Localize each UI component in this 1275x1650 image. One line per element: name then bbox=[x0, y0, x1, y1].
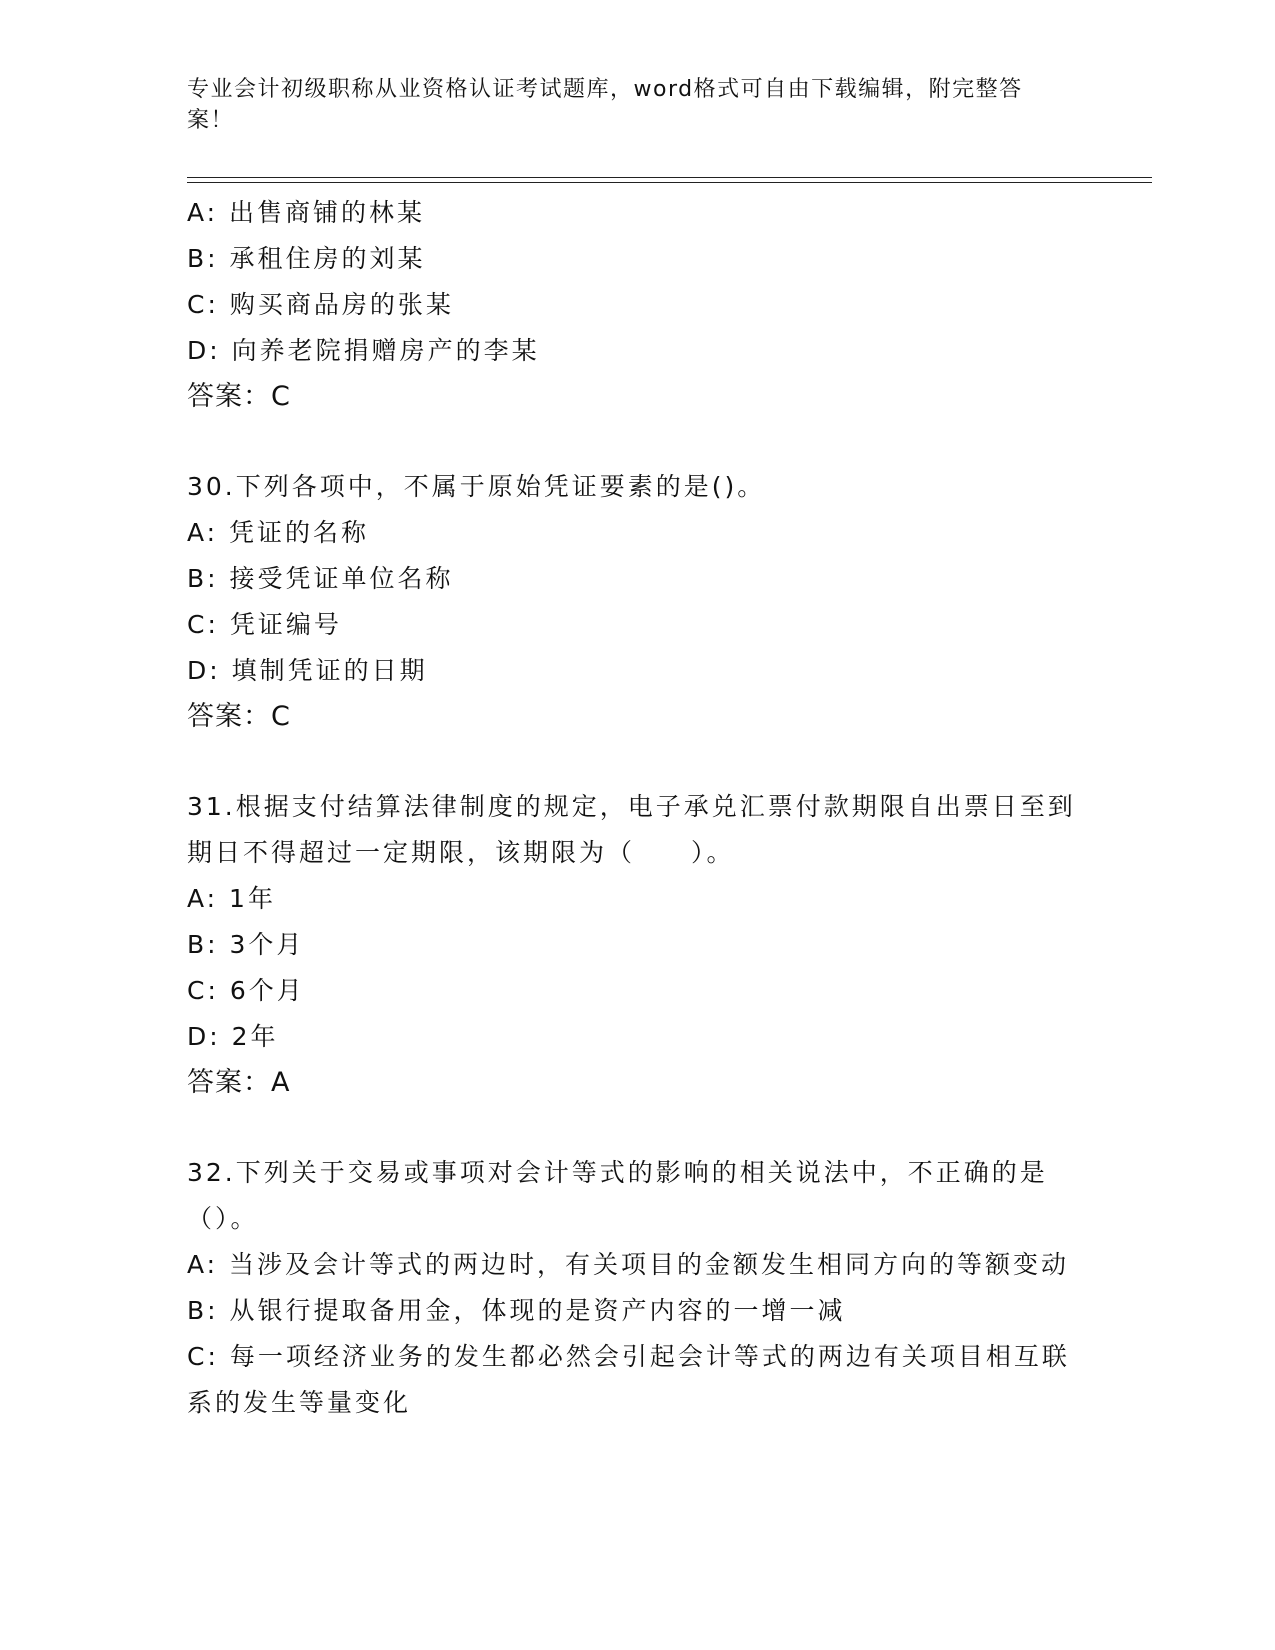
option-d: D: 向养老院捐赠房产的李某 bbox=[187, 336, 540, 365]
option-c: C: 6个月 bbox=[187, 976, 305, 1005]
question-block bbox=[187, 784, 1087, 1106]
question-stem: 30.下列各项中，不属于原始凭证要素的是()。 bbox=[187, 472, 766, 501]
option-a: A: 凭证的名称 bbox=[187, 518, 370, 547]
header-note: 专业会计初级职称从业资格认证考试题库，word格式可自由下载编辑，附完整答案！ bbox=[187, 77, 1023, 133]
answer-line: 答案：A bbox=[187, 1067, 291, 1098]
option-d: D: 2年 bbox=[187, 1022, 279, 1051]
question-block bbox=[187, 1150, 1087, 1426]
option-b: B: 接受凭证单位名称 bbox=[187, 564, 454, 593]
spacer bbox=[187, 1106, 1087, 1150]
question-list bbox=[187, 190, 1087, 1426]
option-b: B: 从银行提取备用金，体现的是资产内容的一增一减 bbox=[187, 1296, 846, 1325]
answer-line: 答案：C bbox=[187, 381, 291, 412]
spacer bbox=[187, 740, 1087, 784]
answer-line: 答案：C bbox=[187, 701, 291, 732]
question-stem: 32.下列关于交易或事项对会计等式的影响的相关说法中，不正确的是（）。 bbox=[187, 1158, 1048, 1233]
option-a: A: 出售商铺的林某 bbox=[187, 198, 426, 227]
option-c: C: 凭证编号 bbox=[187, 610, 342, 639]
option-a: A: 当涉及会计等式的两边时，有关项目的金额发生相同方向的等额变动 bbox=[187, 1250, 1070, 1279]
question-block bbox=[187, 190, 1087, 420]
option-a: A: 1年 bbox=[187, 884, 276, 913]
spacer bbox=[187, 420, 1087, 464]
option-b: B: 承租住房的刘某 bbox=[187, 244, 426, 273]
option-b: B: 3个月 bbox=[187, 930, 305, 959]
header-divider bbox=[187, 177, 1152, 183]
option-c: C: 每一项经济业务的发生都必然会引起会计等式的两边有关项目相互联系的发生等量变化 bbox=[187, 1342, 1070, 1417]
question-block bbox=[187, 464, 1087, 740]
question-stem: 31.根据支付结算法律制度的规定，电子承兑汇票付款期限自出票日至到期日不得超过一定期限，该期限为（ ）。 bbox=[187, 792, 1076, 867]
option-d: D: 填制凭证的日期 bbox=[187, 656, 428, 685]
option-c: C: 购买商品房的张某 bbox=[187, 290, 454, 319]
